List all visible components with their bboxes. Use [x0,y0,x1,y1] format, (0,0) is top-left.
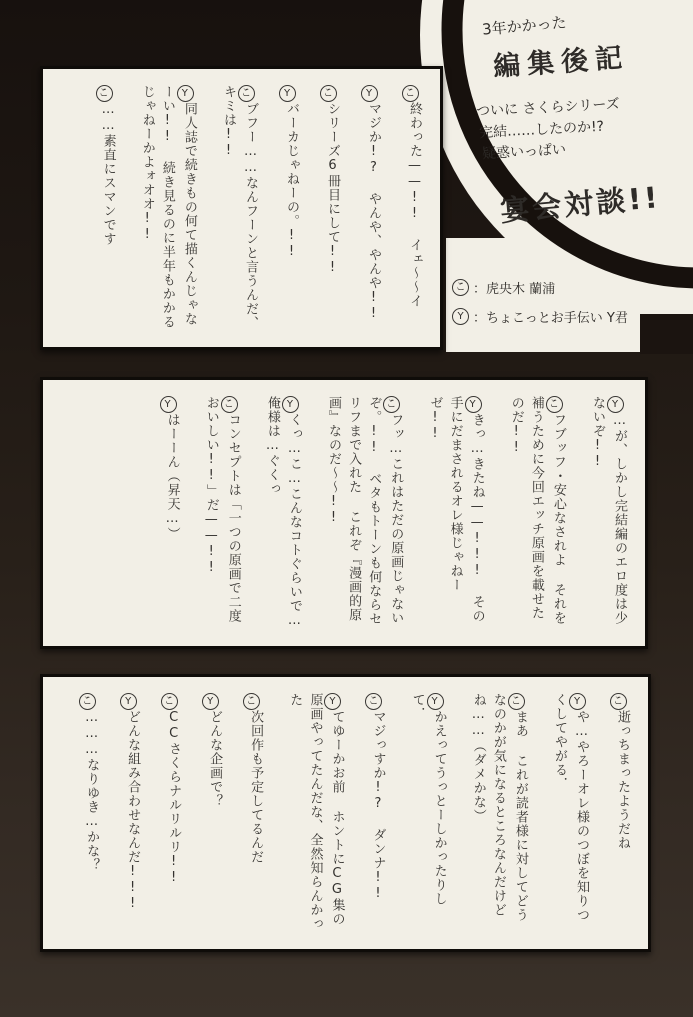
dialogue-text: CCさくらナルリルリ!! [166,710,182,886]
dialogue-column [79,693,103,933]
dialogue-text: まあ これが読者様に対してどうなのかが気になるところなんだけどね……（ダメかな） [470,693,528,922]
dialogue-text: 逝っちまったようだね [615,710,630,850]
speaker-mark: こ [96,85,113,102]
dialogue-text: ……素直にスマンです [100,102,116,246]
dialogue-column [468,693,532,933]
dialogue-text: …が、しかし完結編のエロ度は少ないぞ!! [590,396,627,625]
circle-note: 3年かかった [481,13,568,39]
dialogue-column [201,396,245,630]
dialogue-text: ブフー……なんフーンと言うんだ、キミは!! [221,85,258,330]
speaker-mark: Y [177,85,194,102]
speaker-mark: Y [120,693,137,710]
dialogue-column [402,85,426,331]
dialogue-text: マジっすか!? ダンナ!! [370,710,386,902]
dialogue-columns [57,85,426,331]
dialogue-text: 終わった——!! イェ〜〜イ [407,102,422,308]
dialogue-panel-3 [40,674,651,952]
speaker-mark: こ [402,85,419,102]
legend-row [452,278,628,297]
dialogue-column [424,396,488,630]
dialogue-text: フブッフ・安心なされよ それを補うために今回エッチ原画を載せたのだ!! [508,396,566,625]
dialogue-text: シリーズ6冊目にして!! [325,102,340,276]
speaker-mark: こ [238,85,255,102]
speaker-mark: こ [161,693,178,710]
dialogue-text: バーカじゃねーの。!! [284,102,299,260]
dialogue-column [262,396,306,630]
dialogue-text: ………なりゆき…かな？ [84,710,100,872]
dialogue-column [323,396,407,630]
dialogue-text: くっ…こ…こんなコトぐらいで…俺様は…ぐくっ [264,396,302,629]
speaker-mark: Y [427,693,444,710]
speaker-mark: こ [320,85,337,102]
afterword-title: 編集後記 [492,42,631,83]
speaker-mark: こ [221,396,238,413]
dialogue-text: コンセプトは「一つの原画で二度おいしい!!」だ——!! [203,396,241,623]
circle-subtext-2: 完結……したのか!? [478,118,605,142]
circle-subtext-1: ついに さくらシリーズ [475,96,621,120]
banquet-talk-banner: 宴会対談!! [498,180,662,228]
dialogue-text: マジか!? やんや、やんや!! [366,102,381,322]
legend-label: ：ちょこっとお手伝い Y君 [473,311,628,326]
speaker-mark: こ [508,693,525,710]
dialogue-columns [57,693,634,933]
dialogue-column [365,693,389,933]
speaker-mark: Y [202,693,219,710]
speaker-mark-ko: こ [452,279,469,296]
dialogue-text: 次回作も予定してるんだ [248,710,264,864]
speaker-mark: こ [243,693,260,710]
dialogue-text: てゆーかお前 ホントにCG集の原画やってたんだな、全然知らんかった [287,693,345,931]
dialogue-column [284,693,348,933]
speaker-mark: Y [160,396,177,413]
dialogue-column [279,85,303,331]
dialogue-column [161,693,185,933]
dialogue-column [320,85,344,331]
dialogue-text: はーーん（昇天…） [164,413,180,541]
dialogue-columns [57,396,631,630]
dialogue-column [218,85,262,331]
speaker-mark: Y [607,396,624,413]
speaker-mark: こ [610,693,627,710]
dialogue-text: どんな企画で？ [207,710,223,808]
speaker-mark: Y [465,396,482,413]
dialogue-text: きっ…きたね——!!! その手にだまされるオレ様じゃねーゼ!! [427,396,485,623]
dialogue-text: かえってうっとーしかったりして． [409,693,447,906]
dialogue-column [160,396,184,630]
speaker-mark: こ [365,693,382,710]
circle-subtext-3: 疑惑いっぱい [481,141,567,163]
speaker-mark: Y [279,85,296,102]
dialogue-column [120,693,144,933]
speaker-legend [452,278,628,336]
dialogue-column [137,85,201,331]
speaker-mark: Y [324,693,341,710]
legend-row [452,307,628,326]
dialogue-text: 同人誌で続きもの何て描くんじゃなーい!! 続き見るのに半年もかかるじゃねーかよォオオ!! [139,85,197,329]
speaker-mark: こ [546,396,563,413]
dialogue-column [587,396,631,630]
dialogue-column [549,693,593,933]
ring-shadow-patch [640,314,693,354]
dialogue-panel-1 [40,66,443,350]
speaker-mark: Y [569,693,586,710]
dialogue-text: フッ…これはただの原画じゃないぞ。!! ベタもトーンも何ならセリフまで入れた これぞ『漫画的原画』なのだ〜〜!! [326,396,404,626]
dialogue-text: どんな組み合わせなんだ!!! [125,710,141,912]
dialogue-column [506,396,570,630]
speaker-mark: Y [282,396,299,413]
speaker-mark: こ [383,396,400,413]
dialogue-column [406,693,450,933]
legend-label: ：虎央木 蘭浦 [473,282,556,297]
speaker-mark-y: Y [452,308,469,325]
speaker-mark: こ [79,693,96,710]
dialogue-column [202,693,226,933]
dialogue-text: や…やろーオレ様のつぼを知りつくしてやがる． [552,693,589,922]
speaker-mark: Y [361,85,378,102]
dialogue-column [243,693,267,933]
dialogue-column [610,693,634,933]
dialogue-column [96,85,120,331]
dialogue-panel-2 [40,377,648,649]
dialogue-column [361,85,385,331]
